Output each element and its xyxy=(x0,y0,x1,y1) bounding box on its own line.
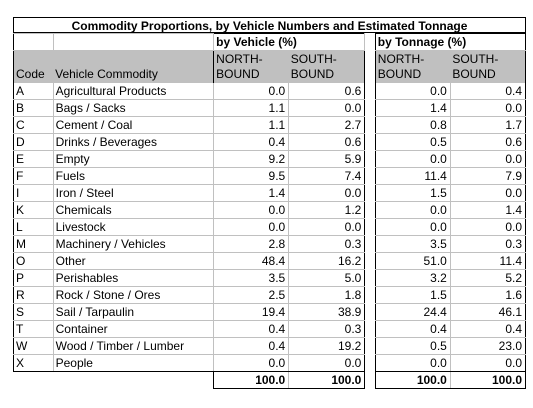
table-row xyxy=(14,338,526,355)
cell-vehicle-south: 1.8 xyxy=(289,287,365,304)
cell-vehicle-north: 9.5 xyxy=(214,168,289,185)
cell-vehicle-south: 5.9 xyxy=(289,151,365,168)
table-row xyxy=(14,83,526,100)
cell-tonnage-north: 1.5 xyxy=(375,185,450,202)
cell-commodity: Cement / Coal xyxy=(53,117,214,134)
cell-commodity: Rock / Stone / Ores xyxy=(53,287,214,304)
cell-commodity: Iron / Steel xyxy=(53,185,214,202)
cell-vehicle-south: 19.2 xyxy=(289,338,365,355)
section-by-vehicle: by Vehicle (%) xyxy=(214,34,365,51)
table-row xyxy=(14,236,526,253)
cell-code: W xyxy=(14,338,54,355)
table-row xyxy=(14,168,526,185)
cell-tonnage-north: 0.8 xyxy=(375,117,450,134)
cell-code: S xyxy=(14,304,54,321)
table-row xyxy=(14,185,526,202)
cell-tonnage-south: 0.0 xyxy=(450,151,525,168)
cell-vehicle-south: 16.2 xyxy=(289,253,365,270)
cell-commodity: Machinery / Vehicles xyxy=(53,236,214,253)
table-row xyxy=(14,270,526,287)
gap-cell xyxy=(365,253,375,270)
section-header-row xyxy=(14,34,526,51)
gap-cell xyxy=(365,287,375,304)
gap-cell xyxy=(365,83,375,100)
total-vehicle-north: 100.0 xyxy=(214,372,289,389)
total-vehicle-south: 100.0 xyxy=(289,372,365,389)
cell-code: P xyxy=(14,270,54,287)
gap-cell xyxy=(365,134,375,151)
cell-vehicle-north: 0.4 xyxy=(214,338,289,355)
gap-cell xyxy=(365,236,375,253)
cell-vehicle-north: 2.5 xyxy=(214,287,289,304)
table-row xyxy=(14,100,526,117)
cell-vehicle-south: 0.3 xyxy=(289,236,365,253)
cell-code: L xyxy=(14,219,54,236)
cell-tonnage-south: 1.4 xyxy=(450,202,525,219)
cell-commodity: Container xyxy=(53,321,214,338)
section-by-tonnage: by Tonnage (%) xyxy=(375,34,525,51)
cell-tonnage-north: 0.0 xyxy=(375,355,450,372)
column-header-row xyxy=(14,51,526,83)
cell-vehicle-south: 0.0 xyxy=(289,185,365,202)
header-code: Code xyxy=(14,51,54,83)
cell-tonnage-south: 1.7 xyxy=(450,117,525,134)
gap-cell xyxy=(365,151,375,168)
table-row xyxy=(14,287,526,304)
gap-cell xyxy=(365,304,375,321)
header-gap xyxy=(365,51,375,83)
table-row xyxy=(14,304,526,321)
cell-commodity: People xyxy=(53,355,214,372)
blank-cell xyxy=(14,372,54,389)
cell-vehicle-north: 1.1 xyxy=(214,100,289,117)
cell-tonnage-south: 7.9 xyxy=(450,168,525,185)
cell-vehicle-south: 7.4 xyxy=(289,168,365,185)
cell-tonnage-north: 24.4 xyxy=(375,304,450,321)
cell-code: I xyxy=(14,185,54,202)
cell-tonnage-south: 11.4 xyxy=(450,253,525,270)
cell-tonnage-north: 1.4 xyxy=(375,100,450,117)
gap-cell xyxy=(365,117,375,134)
cell-tonnage-north: 0.0 xyxy=(375,83,450,100)
gap-cell xyxy=(365,185,375,202)
gap-cell xyxy=(365,372,375,389)
section-gap xyxy=(365,34,375,51)
header-tonnage-south: SOUTH- BOUND xyxy=(450,51,525,83)
cell-tonnage-south: 0.0 xyxy=(450,355,525,372)
cell-vehicle-north: 0.0 xyxy=(214,83,289,100)
cell-code: R xyxy=(14,287,54,304)
table-row xyxy=(14,321,526,338)
cell-tonnage-south: 0.6 xyxy=(450,134,525,151)
blank-cell xyxy=(53,34,214,51)
cell-vehicle-north: 0.4 xyxy=(214,134,289,151)
table-row xyxy=(14,355,526,372)
total-tonnage-north: 100.0 xyxy=(375,372,450,389)
cell-tonnage-south: 5.2 xyxy=(450,270,525,287)
cell-code: O xyxy=(14,253,54,270)
cell-vehicle-south: 0.0 xyxy=(289,219,365,236)
cell-tonnage-north: 0.0 xyxy=(375,151,450,168)
cell-code: B xyxy=(14,100,54,117)
cell-tonnage-north: 0.5 xyxy=(375,134,450,151)
cell-vehicle-north: 0.4 xyxy=(214,321,289,338)
cell-vehicle-south: 0.0 xyxy=(289,100,365,117)
cell-tonnage-south: 46.1 xyxy=(450,304,525,321)
cell-vehicle-north: 48.4 xyxy=(214,253,289,270)
cell-vehicle-south: 0.6 xyxy=(289,134,365,151)
cell-vehicle-north: 0.0 xyxy=(214,355,289,372)
table-row xyxy=(14,134,526,151)
cell-commodity: Perishables xyxy=(53,270,214,287)
table-title: Commodity Proportions, by Vehicle Numbers and Estimated Tonnage xyxy=(13,17,526,33)
cell-commodity: Bags / Sacks xyxy=(53,100,214,117)
cell-tonnage-north: 11.4 xyxy=(375,168,450,185)
cell-code: D xyxy=(14,134,54,151)
cell-vehicle-south: 0.0 xyxy=(289,355,365,372)
header-commodity: Vehicle Commodity xyxy=(53,51,214,83)
cell-commodity: Other xyxy=(53,253,214,270)
cell-commodity: Empty xyxy=(53,151,214,168)
total-tonnage-south: 100.0 xyxy=(450,372,525,389)
blank-cell xyxy=(14,34,54,51)
cell-tonnage-south: 0.0 xyxy=(450,100,525,117)
gap-cell xyxy=(365,355,375,372)
table-row xyxy=(14,219,526,236)
cell-commodity: Drinks / Beverages xyxy=(53,134,214,151)
cell-vehicle-south: 2.7 xyxy=(289,117,365,134)
cell-vehicle-north: 19.4 xyxy=(214,304,289,321)
cell-tonnage-north: 3.2 xyxy=(375,270,450,287)
cell-tonnage-south: 0.4 xyxy=(450,83,525,100)
header-tonnage-north: NORTH- BOUND xyxy=(375,51,450,83)
cell-code: F xyxy=(14,168,54,185)
cell-commodity: Wood / Timber / Lumber xyxy=(53,338,214,355)
cell-code: A xyxy=(14,83,54,100)
commodity-table xyxy=(13,33,526,389)
cell-commodity: Agricultural Products xyxy=(53,83,214,100)
cell-vehicle-north: 9.2 xyxy=(214,151,289,168)
cell-code: C xyxy=(14,117,54,134)
cell-tonnage-north: 0.5 xyxy=(375,338,450,355)
cell-tonnage-north: 3.5 xyxy=(375,236,450,253)
header-vehicle-north: NORTH- BOUND xyxy=(214,51,289,83)
gap-cell xyxy=(365,100,375,117)
cell-vehicle-north: 0.0 xyxy=(214,202,289,219)
cell-commodity: Livestock xyxy=(53,219,214,236)
cell-vehicle-south: 0.3 xyxy=(289,321,365,338)
gap-cell xyxy=(365,202,375,219)
cell-tonnage-north: 51.0 xyxy=(375,253,450,270)
cell-vehicle-north: 1.4 xyxy=(214,185,289,202)
cell-vehicle-south: 5.0 xyxy=(289,270,365,287)
gap-cell xyxy=(365,321,375,338)
cell-code: M xyxy=(14,236,54,253)
cell-vehicle-north: 1.1 xyxy=(214,117,289,134)
gap-cell xyxy=(365,338,375,355)
cell-tonnage-north: 0.0 xyxy=(375,202,450,219)
cell-tonnage-south: 0.0 xyxy=(450,185,525,202)
cell-tonnage-south: 0.3 xyxy=(450,236,525,253)
table-row xyxy=(14,117,526,134)
cell-tonnage-north: 0.4 xyxy=(375,321,450,338)
totals-row xyxy=(14,372,526,389)
cell-tonnage-south: 0.4 xyxy=(450,321,525,338)
header-vehicle-south: SOUTH- BOUND xyxy=(289,51,365,83)
cell-code: E xyxy=(14,151,54,168)
cell-commodity: Sail / Tarpaulin xyxy=(53,304,214,321)
cell-vehicle-south: 1.2 xyxy=(289,202,365,219)
cell-tonnage-south: 23.0 xyxy=(450,338,525,355)
gap-cell xyxy=(365,270,375,287)
cell-code: T xyxy=(14,321,54,338)
cell-code: K xyxy=(14,202,54,219)
cell-tonnage-north: 1.5 xyxy=(375,287,450,304)
gap-cell xyxy=(365,219,375,236)
cell-vehicle-north: 0.0 xyxy=(214,219,289,236)
cell-tonnage-north: 0.0 xyxy=(375,219,450,236)
cell-code: X xyxy=(14,355,54,372)
table-row xyxy=(14,253,526,270)
cell-tonnage-south: 0.0 xyxy=(450,219,525,236)
cell-tonnage-south: 1.6 xyxy=(450,287,525,304)
blank-cell xyxy=(53,372,214,389)
table-row xyxy=(14,151,526,168)
cell-vehicle-south: 38.9 xyxy=(289,304,365,321)
cell-vehicle-south: 0.6 xyxy=(289,83,365,100)
cell-commodity: Chemicals xyxy=(53,202,214,219)
cell-vehicle-north: 3.5 xyxy=(214,270,289,287)
cell-commodity: Fuels xyxy=(53,168,214,185)
table-row xyxy=(14,202,526,219)
gap-cell xyxy=(365,168,375,185)
cell-vehicle-north: 2.8 xyxy=(214,236,289,253)
